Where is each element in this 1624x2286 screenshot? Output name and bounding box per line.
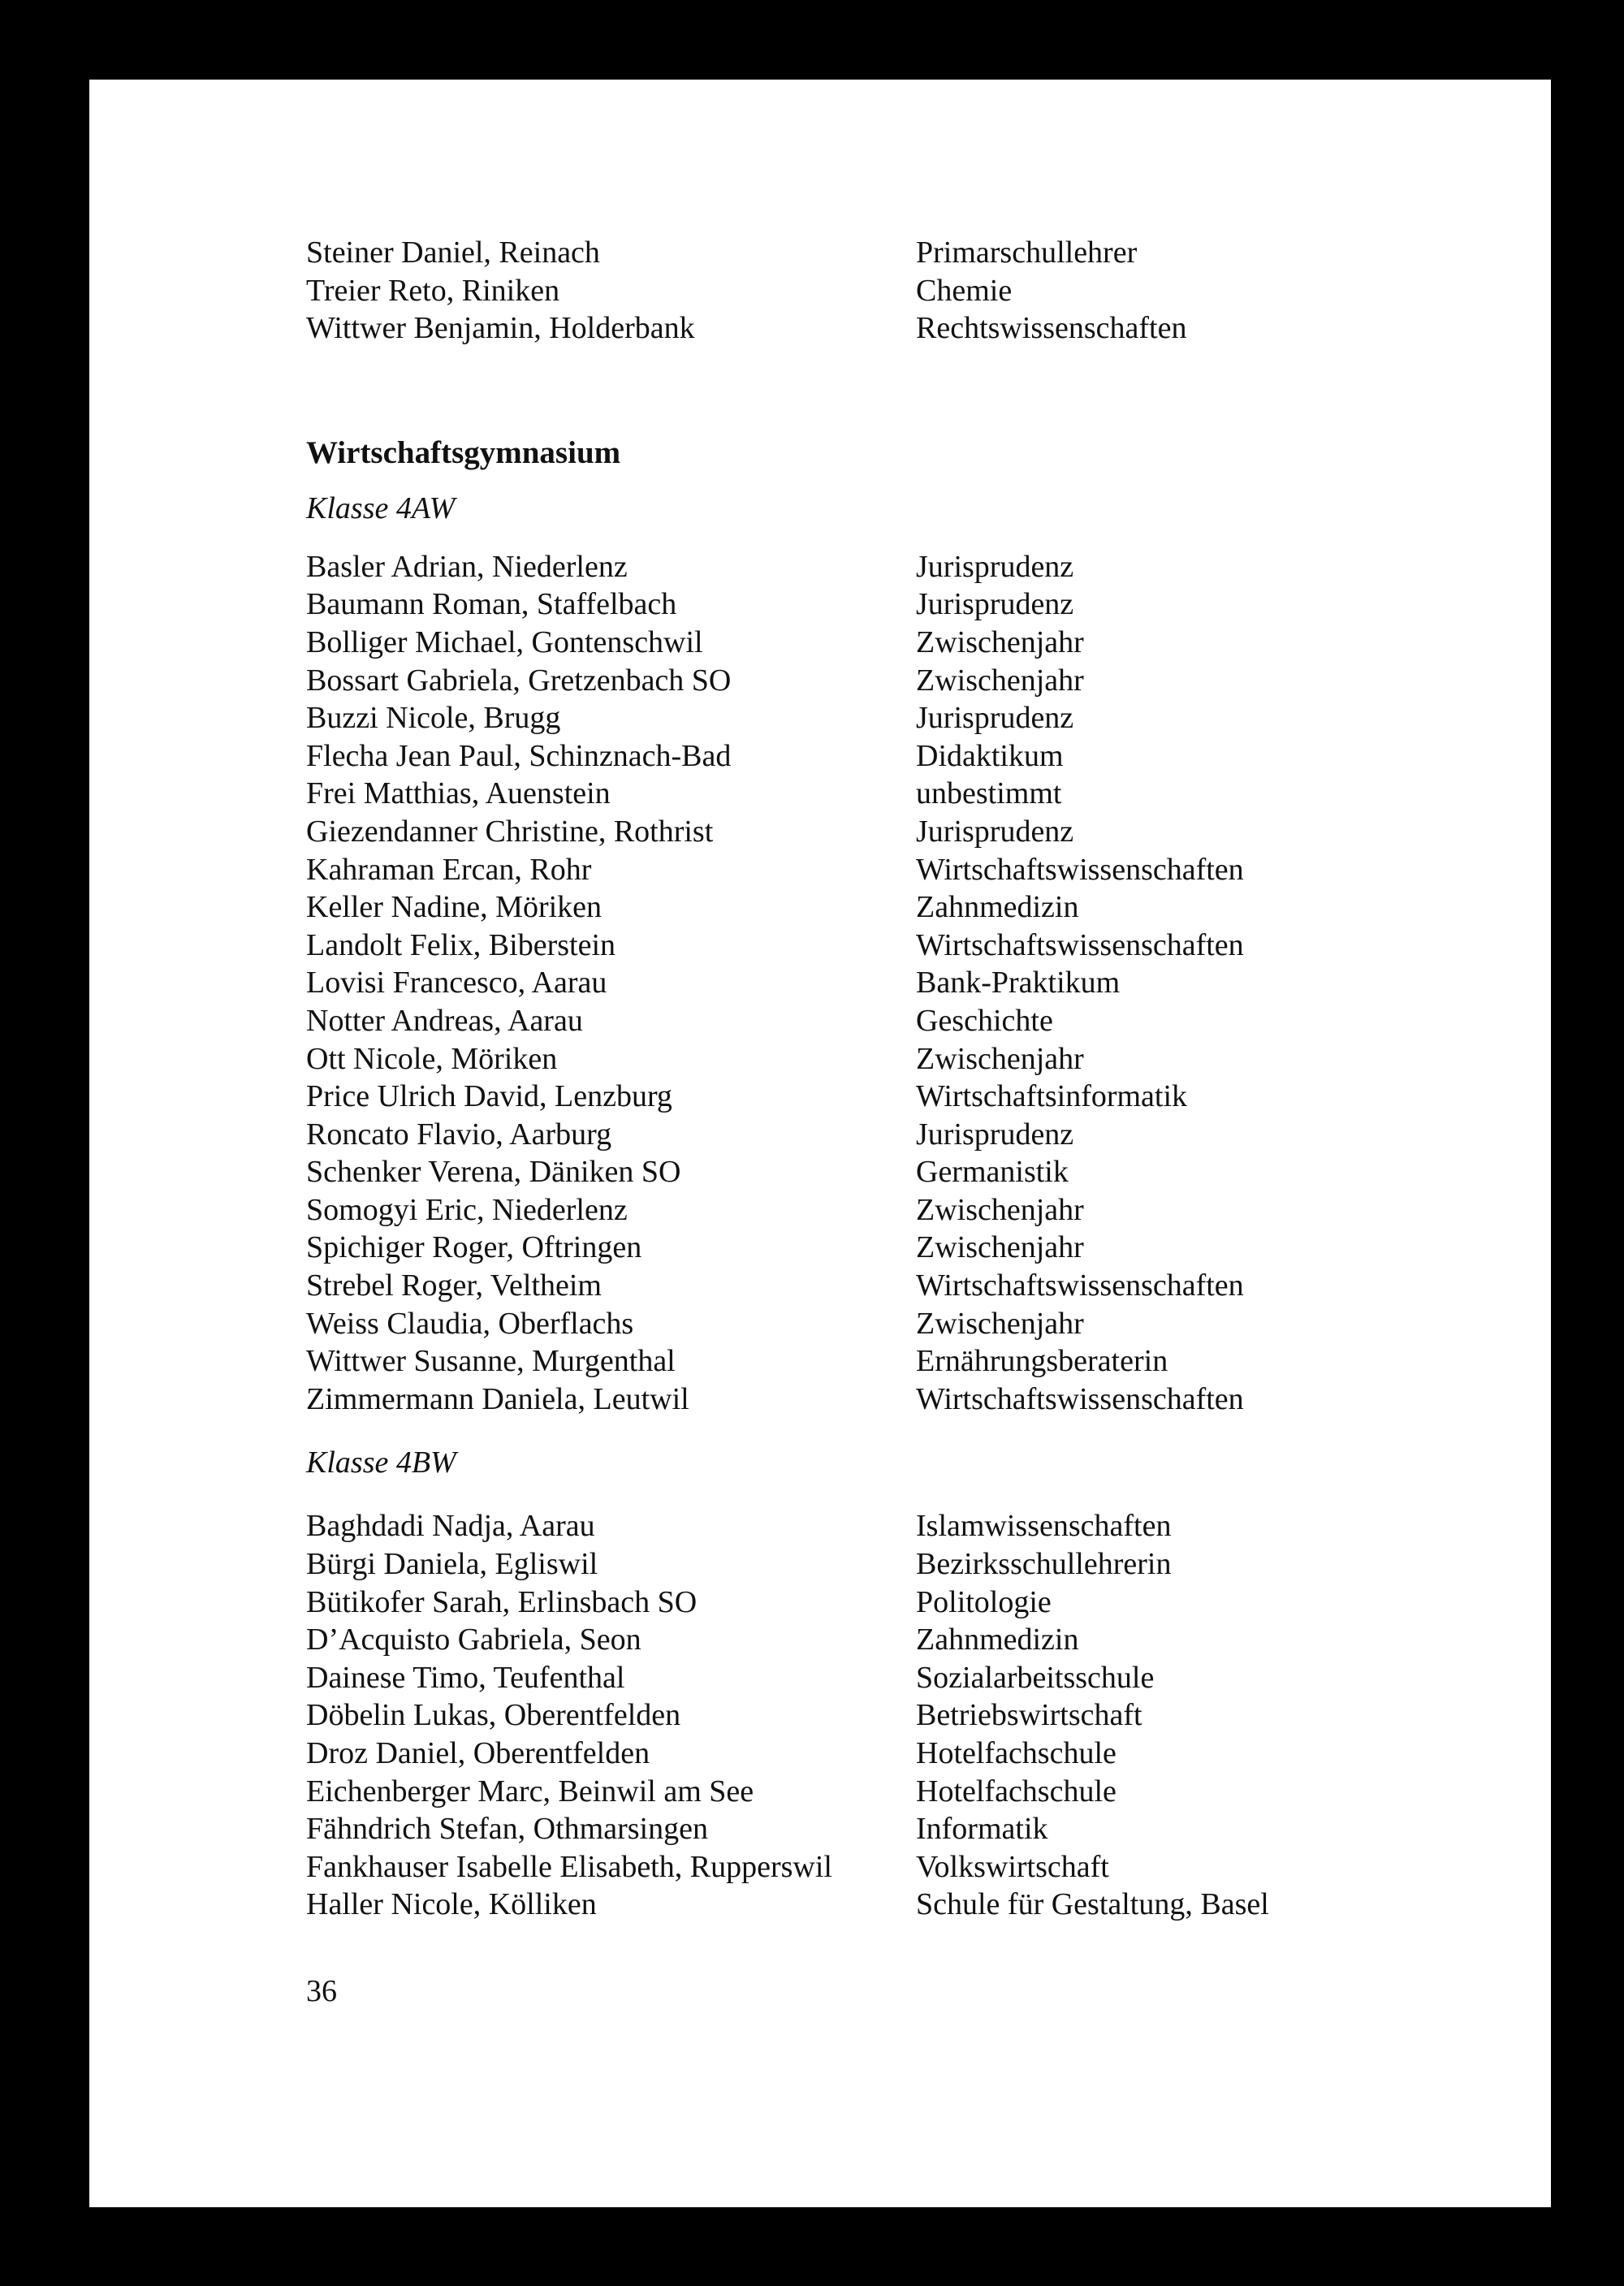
list-row: [306, 1696, 1427, 1735]
list-row: [306, 1621, 1427, 1659]
list-row: [306, 888, 1427, 927]
list-row: [306, 775, 1427, 813]
study-field: Informatik: [916, 1812, 1048, 1847]
list-row: [306, 1810, 1427, 1848]
list-row: [306, 548, 1427, 586]
study-field: Jurisprudenz: [916, 587, 1074, 622]
study-field: Islamwissenschaften: [916, 1509, 1172, 1544]
list-row: [306, 1381, 1427, 1419]
list-row: [306, 1735, 1427, 1773]
class-4aw-list: [306, 548, 1427, 1419]
list-row: [306, 624, 1427, 662]
list-row: [306, 1229, 1427, 1267]
student-name: Ott Nicole, Möriken: [306, 1041, 558, 1076]
list-row: [306, 662, 1427, 700]
list-row: [306, 1002, 1427, 1040]
study-field: Wirtschaftswissenschaften: [916, 1381, 1244, 1416]
list-row: [306, 1507, 1427, 1545]
student-name: Notter Andreas, Aarau: [306, 1003, 583, 1038]
student-name: Frei Matthias, Auenstein: [306, 776, 611, 811]
student-name: Treier Reto, Riniken: [306, 273, 560, 308]
study-field: Zwischenjahr: [916, 1041, 1084, 1076]
student-name: Giezendanner Christine, Rothrist: [306, 814, 714, 849]
student-name: Bürgi Daniela, Egliswil: [306, 1547, 598, 1582]
student-name: Bossart Gabriela, Gretzenbach SO: [306, 663, 732, 698]
study-field: Zwischenjahr: [916, 663, 1084, 698]
student-name: Baghdadi Nadja, Aarau: [306, 1509, 595, 1544]
student-name: D’Acquisto Gabriela, Seon: [306, 1623, 641, 1657]
student-name: Flecha Jean Paul, Schinznach-Bad: [306, 738, 732, 773]
study-field: Rechtswissenschaften: [916, 311, 1187, 346]
student-name: Landolt Felix, Biberstein: [306, 927, 616, 962]
student-name: Steiner Daniel, Reinach: [306, 236, 600, 270]
study-field: Geschichte: [916, 1003, 1053, 1038]
list-row: [306, 1078, 1427, 1116]
student-name: Wittwer Benjamin, Holderbank: [306, 311, 695, 346]
list-row: [306, 1584, 1427, 1622]
class-label-4bw: Klasse 4BW: [306, 1445, 456, 1480]
top-list: [306, 234, 1427, 348]
list-row: [306, 1305, 1427, 1343]
student-name: Roncato Flavio, Aarburg: [306, 1117, 612, 1152]
study-field: Bank-Praktikum: [916, 966, 1121, 1000]
student-name: Price Ulrich David, Lenzburg: [306, 1079, 672, 1114]
list-row: [306, 309, 1427, 348]
study-field: Jurisprudenz: [916, 549, 1074, 584]
study-field: unbestimmt: [916, 776, 1062, 811]
study-field: Wirtschaftswissenschaften: [916, 852, 1244, 887]
student-name: Fähndrich Stefan, Othmarsingen: [306, 1812, 708, 1847]
list-row: [306, 813, 1427, 851]
class-4bw-list: [306, 1507, 1427, 1924]
study-field: Wirtschaftswissenschaften: [916, 927, 1244, 962]
student-name: Bütikofer Sarah, Erlinsbach SO: [306, 1584, 698, 1619]
study-field: Zwischenjahr: [916, 1306, 1084, 1341]
study-field: Hotelfachschule: [916, 1736, 1116, 1770]
study-field: Zahnmedizin: [916, 890, 1079, 925]
list-row: [306, 1153, 1427, 1191]
list-row: [306, 927, 1427, 965]
list-row: [306, 272, 1427, 310]
study-field: Wirtschaftsinformatik: [916, 1079, 1188, 1114]
study-field: Jurisprudenz: [916, 701, 1074, 736]
study-field: Zwischenjahr: [916, 624, 1084, 659]
list-row: [306, 1848, 1427, 1886]
list-row: [306, 234, 1427, 272]
student-name: Droz Daniel, Oberentfelden: [306, 1736, 650, 1770]
class-label-4aw: Klasse 4AW: [306, 490, 456, 525]
student-name: Zimmermann Daniela, Leutwil: [306, 1381, 689, 1416]
study-field: Volkswirtschaft: [916, 1849, 1109, 1884]
list-row: [306, 1267, 1427, 1305]
list-row: [306, 737, 1427, 776]
page-content: [306, 234, 1427, 2012]
list-row: [306, 1040, 1427, 1078]
list-row: [306, 1886, 1427, 1924]
student-name: Baumann Roman, Staffelbach: [306, 587, 677, 622]
list-row: [306, 1191, 1427, 1229]
student-name: Eichenberger Marc, Beinwil am See: [306, 1774, 754, 1808]
list-row: [306, 964, 1427, 1002]
student-name: Dainese Timo, Teufenthal: [306, 1660, 625, 1695]
study-field: Sozialarbeitsschule: [916, 1660, 1155, 1695]
section-heading: Wirtschaftsgymnasium: [306, 434, 621, 470]
student-name: Strebel Roger, Veltheim: [306, 1268, 602, 1303]
study-field: Betriebswirtschaft: [916, 1698, 1142, 1733]
document-page: [89, 80, 1551, 2207]
study-field: Jurisprudenz: [916, 814, 1074, 849]
study-field: Zwischenjahr: [916, 1192, 1084, 1227]
student-name: Döbelin Lukas, Oberentfelden: [306, 1698, 681, 1733]
student-name: Lovisi Francesco, Aarau: [306, 966, 607, 1000]
page-number: 36: [306, 1973, 337, 2008]
student-name: Weiss Claudia, Oberflachs: [306, 1306, 634, 1341]
student-name: Somogyi Eric, Niederlenz: [306, 1192, 628, 1227]
study-field: Zahnmedizin: [916, 1623, 1079, 1657]
study-field: Didaktikum: [916, 738, 1064, 773]
list-row: [306, 1116, 1427, 1154]
study-field: Bezirksschullehrerin: [916, 1547, 1172, 1582]
student-name: Basler Adrian, Niederlenz: [306, 549, 628, 584]
study-field: Primarschullehrer: [916, 236, 1138, 270]
student-name: Bolliger Michael, Gontenschwil: [306, 624, 703, 659]
student-name: Fankhauser Isabelle Elisabeth, Rupperswil: [306, 1849, 832, 1884]
study-field: Ernährungsberaterin: [916, 1344, 1168, 1379]
list-row: [306, 1342, 1427, 1381]
list-row: [306, 851, 1427, 889]
student-name: Schenker Verena, Däniken SO: [306, 1155, 681, 1190]
study-field: Hotelfachschule: [916, 1774, 1116, 1808]
study-field: Zwischenjahr: [916, 1230, 1084, 1265]
study-field: Wirtschaftswissenschaften: [916, 1268, 1244, 1303]
study-field: Jurisprudenz: [916, 1117, 1074, 1152]
student-name: Haller Nicole, Kölliken: [306, 1887, 597, 1922]
study-field: Chemie: [916, 273, 1013, 308]
student-name: Wittwer Susanne, Murgenthal: [306, 1344, 676, 1379]
student-name: Kahraman Ercan, Rohr: [306, 852, 592, 887]
list-row: [306, 586, 1427, 624]
study-field: Germanistik: [916, 1155, 1069, 1190]
list-row: [306, 1773, 1427, 1811]
study-field: Politologie: [916, 1584, 1052, 1619]
list-row: [306, 1659, 1427, 1697]
list-row: [306, 1545, 1427, 1584]
study-field: Schule für Gestaltung, Basel: [916, 1887, 1269, 1922]
student-name: Buzzi Nicole, Brugg: [306, 701, 561, 736]
student-name: Spichiger Roger, Oftringen: [306, 1230, 642, 1265]
student-name: Keller Nadine, Möriken: [306, 890, 603, 925]
list-row: [306, 699, 1427, 737]
